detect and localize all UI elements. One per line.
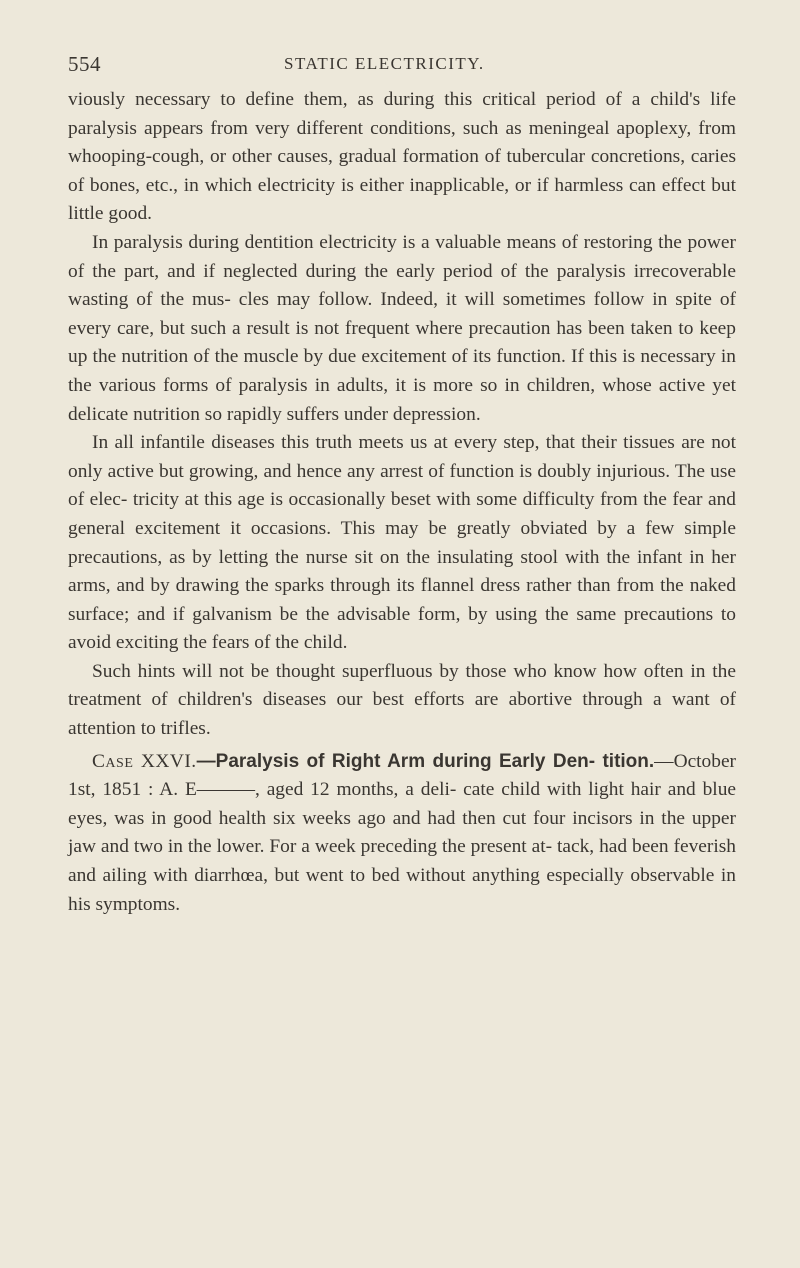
page-number: 554 (68, 52, 101, 76)
case-label: Case XXVI. (92, 750, 197, 772)
book-page (68, 52, 736, 919)
case-text: —October 1st, 1851 : A. E———, aged 12 months, a deli- cate child with light hair and blue eyes, was in good health six weeks ago and had then cut four incisors in the upper jaw and two in the lower. For a week preceding the present at- tack, had been feverish and ailing with diarrhœa, but went to bed without anything especially observable in his symptoms. (68, 750, 737, 915)
case-title: —Paralysis of Right Arm during Early Den- tition. (196, 750, 655, 772)
running-title: STATIC ELECTRICITY. (284, 54, 485, 73)
running-head (68, 52, 736, 86)
body-text (68, 86, 736, 919)
paragraph-continuation: viously necessary to define them, as during this critical period of a child's life paralysis appears from very different conditions, such as meningeal apoplexy, from whooping-cough, or other causes, gradual formation of tubercular concretions, caries of bones, etc., in which electricity is either inapplicable, or if harmless can effect but little good. (68, 89, 736, 225)
paragraph-dentition: In paralysis during dentition electricity is a valuable means of restoring the power of the part, and if neglected during the early period of the paralysis irrecoverable wasting of the mus- cles may follow. Indeed, it will sometimes follow in spite of every care, but such a result is not frequent where precaution has been taken to keep up the nutrition of the muscle by due excitement of its function. If this is necessary in the various forms of paralysis in adults, it is more so in children, whose active yet delicate nutrition so rapidly suffers under depression. (68, 231, 736, 425)
paragraph-hints: Such hints will not be thought superfluous by those who know how often in the treatment of children's diseases our best efforts are abortive through a want of attention to trifles. (68, 660, 736, 740)
case-paragraph (68, 748, 736, 920)
paragraph-infantile-diseases: In all infantile diseases this truth meets us at every step, that their tissues are not only active but growing, and hence any arrest of function is doubly injurious. The use of elec- tricity at this age is occasionally beset with some difficulty from the fear and general excitement it occasions. This may be greatly obviated by a few simple precautions, as by letting the nurse sit on the insulating stool with the infant in her arms, and by drawing the sparks through its flannel dress rather than from the naked surface; and if galvanism be the advisable form, by using the same precautions to avoid exciting the fears of the child. (68, 432, 736, 654)
